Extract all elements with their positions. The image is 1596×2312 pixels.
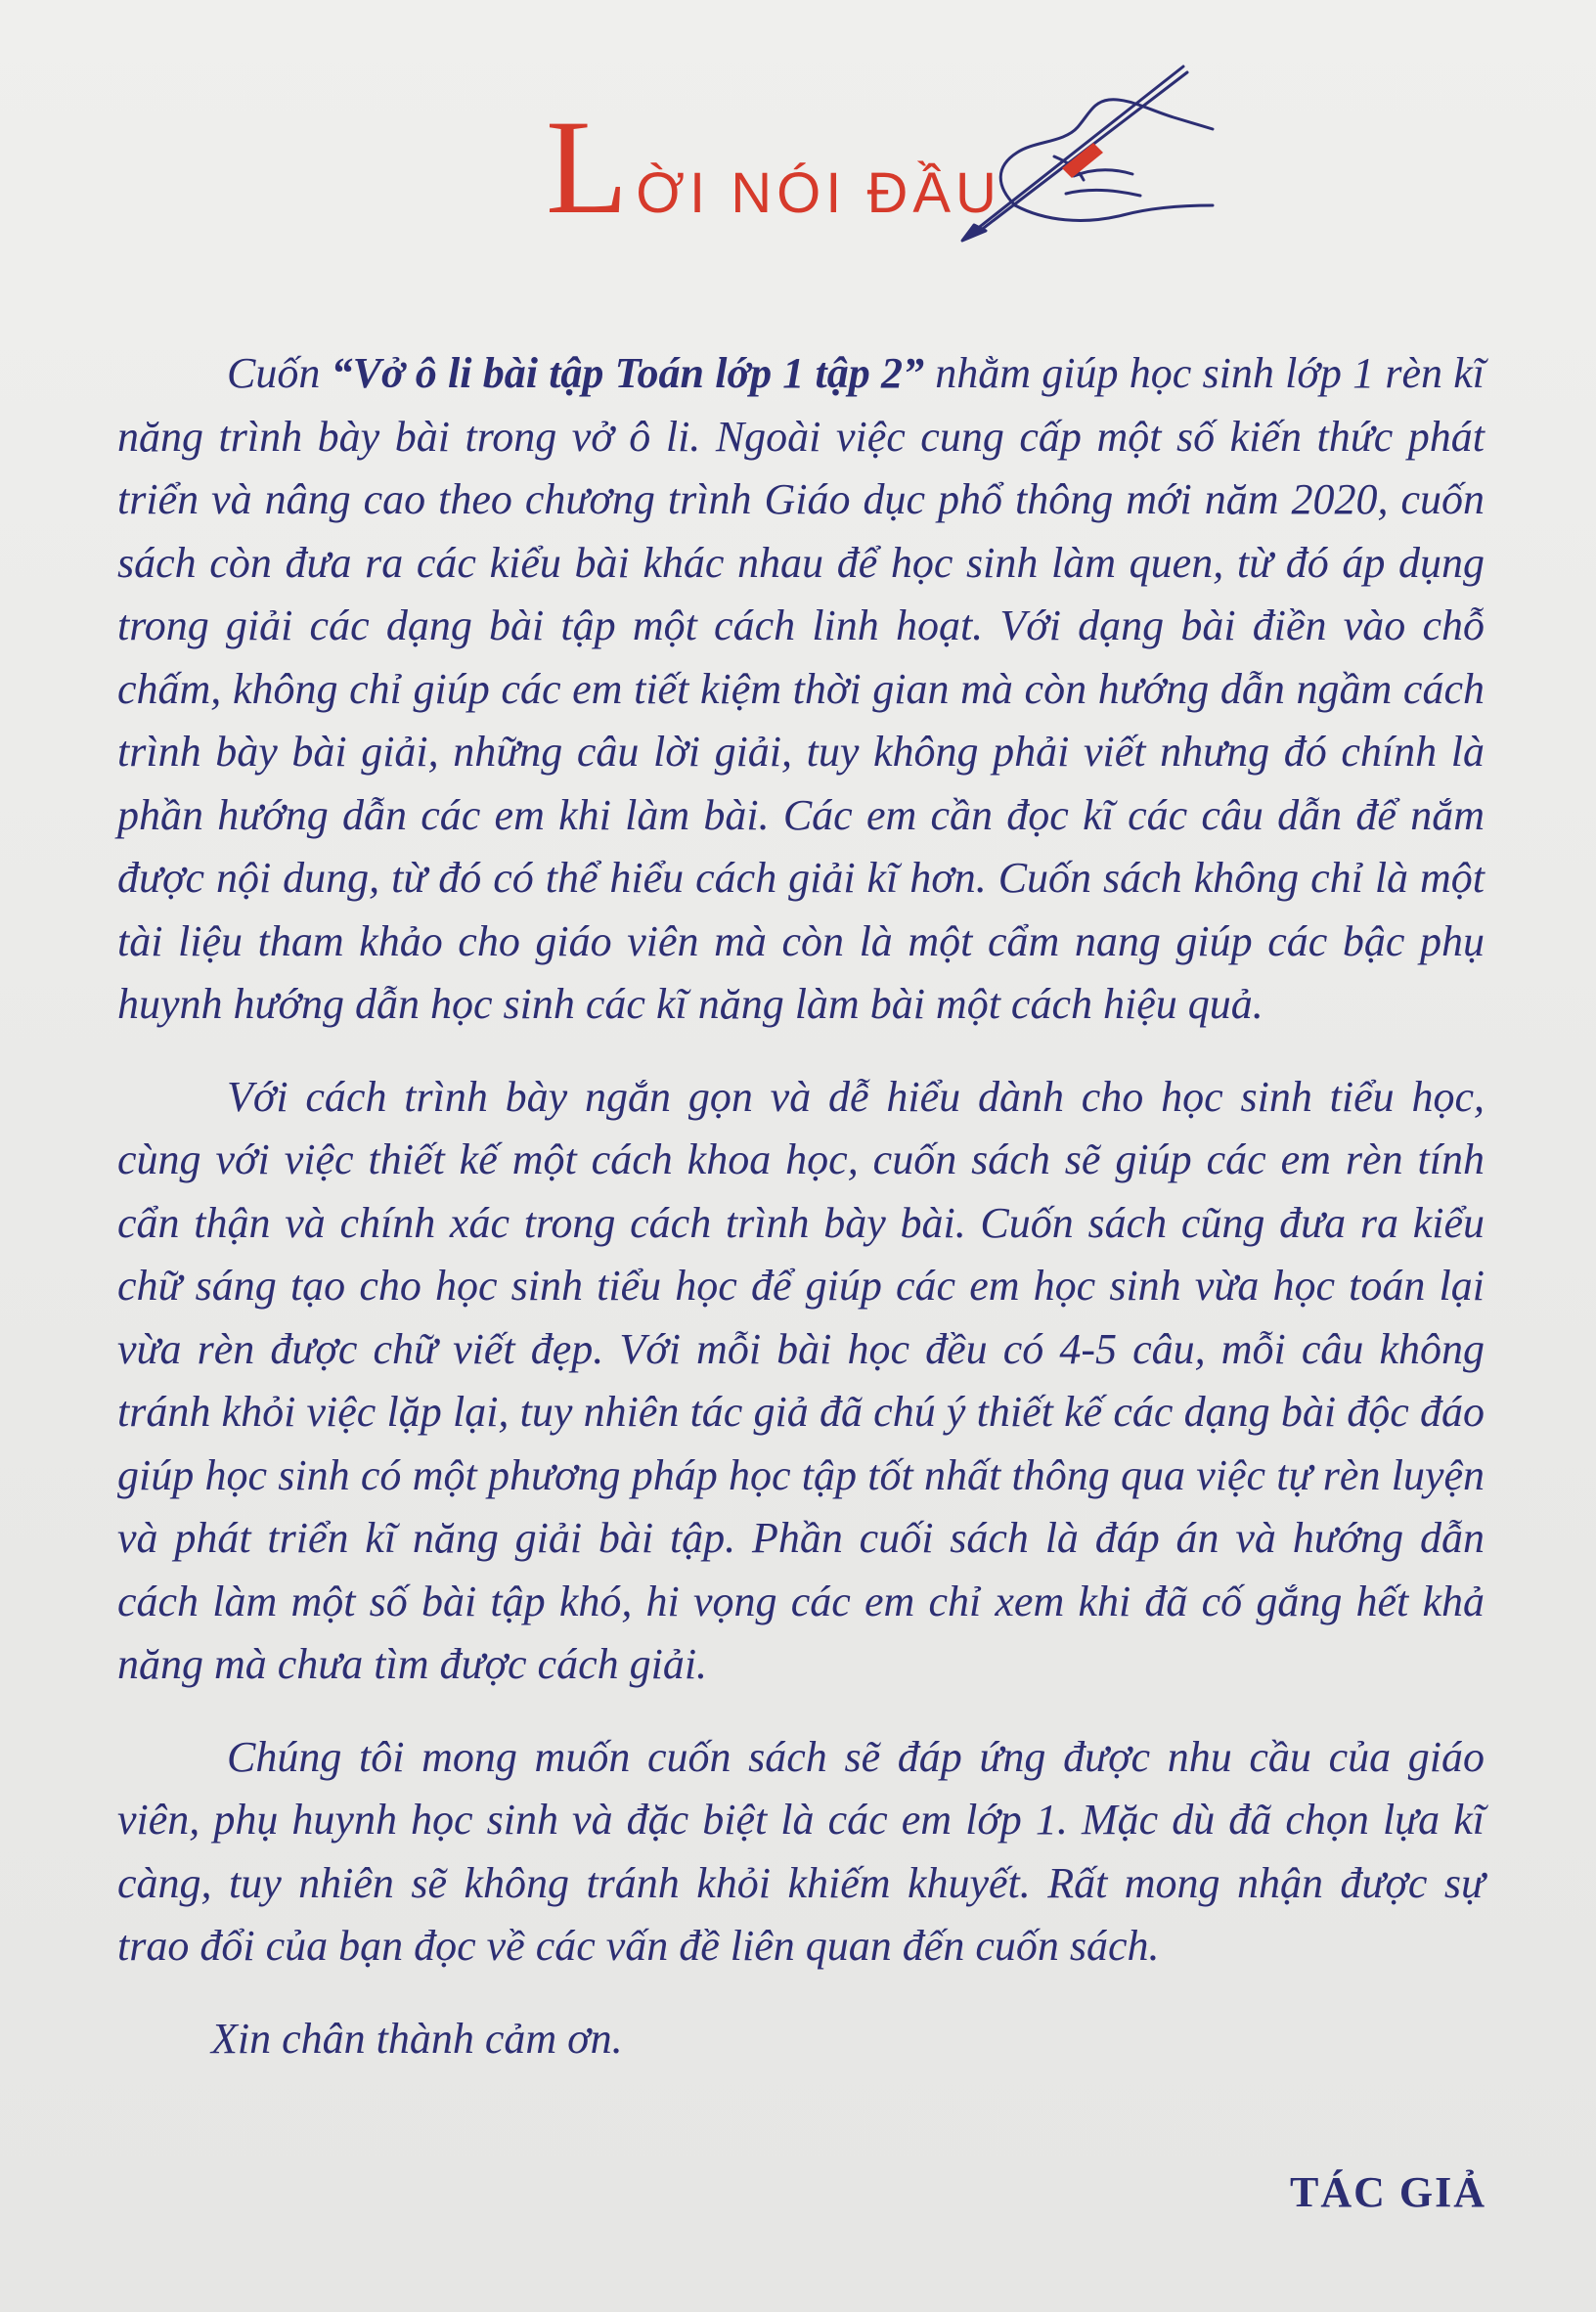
title-rest: ỜI NÓI ĐẦU <box>636 161 1001 225</box>
title-initial: L <box>546 92 633 242</box>
hand-writing-pen-icon <box>956 59 1220 245</box>
p1-start: Cuốn <box>227 349 332 397</box>
paragraph-1 <box>117 342 1485 1037</box>
author-signature: TÁC GIẢ <box>1289 2168 1486 2216</box>
page-title <box>546 92 1001 242</box>
book-title: “Vở ô li bài tập Toán lớp 1 tập 2” <box>331 349 925 397</box>
preface-body <box>117 342 1485 2070</box>
header <box>0 59 1596 254</box>
p1-rest: nhằm giúp học sinh lớp 1 rèn kĩ năng trình bày bài trong vở ô li. Ngoài việc cung cấp một số kiến thức phát triển và nâng cao theo chương trình Giáo dục phổ thông mới năm 2020, cuốn sách còn đưa ra các kiểu bài khác nhau để học sinh làm quen, từ đó áp dụng trong giải các dạng bài tập một cách linh hoạt. Với dạng bài điền vào chỗ chấm, không chỉ giúp các em tiết kiệm thời gian mà còn hướng dẫn ngầm cách trình bày bài giải, những câu lời giải, tuy không phải viết nhưng đó chính là phần hướng dẫn các em khi làm bài. Các em cần đọc kĩ các câu dẫn để nắm được nội dung, từ đó có thể hiểu cách giải kĩ hơn. Cuốn sách không chỉ là một tài liệu tham khảo cho giáo viên mà còn là một cẩm nang giúp các bậc phụ huynh hướng dẫn học sinh các kĩ năng làm bài một cách hiệu quả. <box>117 349 1485 1028</box>
thanks-line: Xin chân thành cảm ơn. <box>211 2014 623 2063</box>
paragraph-2: Với cách trình bày ngắn gọn và dễ hiểu dành cho học sinh tiểu học, cùng với việc thiết kế một cách khoa học, cuốn sách sẽ giúp các em rèn tính cẩn thận và chính xác trong cách trình bày bài. Cuốn sách cũng đưa ra kiểu chữ sáng tạo cho học sinh tiểu học để giúp các em học sinh vừa học toán lại vừa rèn được chữ viết đẹp. Với mỗi bài học đều có 4-5 câu, mỗi câu không tránh khỏi việc lặp lại, tuy nhiên tác giả đã chú ý thiết kế các dạng bài độc đáo giúp học sinh có một phương pháp học tập tốt nhất thông qua việc tự rèn luyện và phát triển kĩ năng giải bài tập. Phần cuối sách là đáp án và hướng dẫn cách làm một số bài tập khó, hi vọng các em chỉ xem khi đã cố gắng hết khả năng mà chưa tìm được cách giải. <box>117 1072 1485 1688</box>
paragraph-3: Chúng tôi mong muốn cuốn sách sẽ đáp ứng được nhu cầu của giáo viên, phụ huynh học sinh và đặc biệt là các em lớp 1. Mặc dù đã chọn lựa kĩ càng, tuy nhiên sẽ không tránh khỏi khiếm khuyết. Rất mong nhận được sự trao đổi của bạn đọc về các vấn đề liên quan đến cuốn sách. <box>117 1732 1485 1970</box>
